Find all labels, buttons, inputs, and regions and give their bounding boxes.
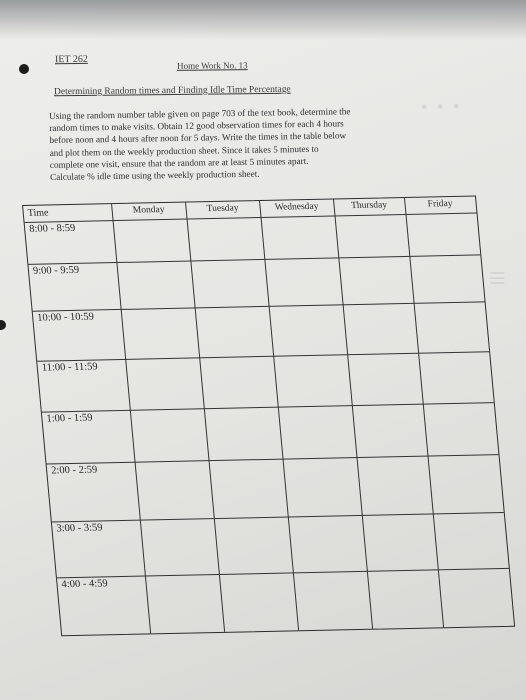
course-code: IET 262 — [54, 53, 88, 66]
schedule-table — [22, 195, 515, 636]
header — [55, 50, 475, 74]
table-column-line — [111, 204, 151, 633]
time-column-header: Time — [27, 207, 50, 219]
day-header-friday: Friday — [427, 198, 453, 210]
assignment-subtitle: Determining Random times and Finding Idle Time Percentage — [53, 84, 291, 98]
time-slot-label: 8:00 - 8:59 — [28, 222, 76, 235]
homework-title: Home Work No. 13 — [176, 60, 248, 71]
table-row-line — [37, 351, 489, 361]
time-slot-label: 1:00 - 1:59 — [45, 412, 94, 425]
instructions-paragraph — [49, 104, 462, 184]
bleed-through-text: · · · — [419, 94, 461, 121]
instruction-line: random times to make visits. Obtain 12 good observation times for each 4 hours — [49, 118, 344, 134]
table-column-line — [259, 201, 299, 630]
table-row-line — [28, 254, 480, 264]
page-edge-shadow — [0, 0, 526, 40]
time-slot-label: 3:00 - 3:59 — [55, 522, 104, 535]
table-column-line — [404, 198, 444, 627]
bleed-through-text: ||| — [489, 270, 506, 286]
table-row-line — [52, 512, 504, 522]
time-slot-label: 9:00 - 9:59 — [32, 264, 80, 277]
instruction-line: Using the random number table given on page 703 of the text book, determine the — [49, 106, 351, 121]
table-header-line — [25, 212, 477, 222]
time-slot-label: 11:00 - 11:59 — [41, 361, 99, 374]
table-row-line — [33, 301, 485, 311]
time-slot-label: 2:00 - 2:59 — [50, 464, 98, 477]
day-header-wednesday: Wednesday — [274, 201, 319, 213]
day-header-tuesday: Tuesday — [206, 203, 240, 215]
instruction-line: and plot them on the weekly production sheet. Since it takes 5 minutes to — [49, 143, 319, 158]
instruction-line: complete one visit, ensure that the random are at least 5 minutes apart. — [49, 155, 309, 170]
instruction-line: Calculate % idle time using the weekly production sheet. — [49, 168, 260, 183]
binder-hole — [0, 320, 6, 330]
table-row-line — [42, 402, 494, 412]
time-slot-label: 4:00 - 4:59 — [61, 578, 109, 591]
day-header-thursday: Thursday — [350, 200, 388, 212]
table-column-line — [185, 203, 225, 632]
binder-hole — [19, 64, 29, 74]
time-slot-label: 10:00 - 10:59 — [36, 311, 95, 324]
table-row-line — [47, 454, 499, 464]
table-column-line — [333, 199, 373, 628]
instruction-line: before noon and 4 hours after noon for 5 days. Write the times in the table below — [49, 130, 347, 146]
table-row-line — [57, 568, 509, 578]
day-header-monday: Monday — [132, 205, 165, 216]
